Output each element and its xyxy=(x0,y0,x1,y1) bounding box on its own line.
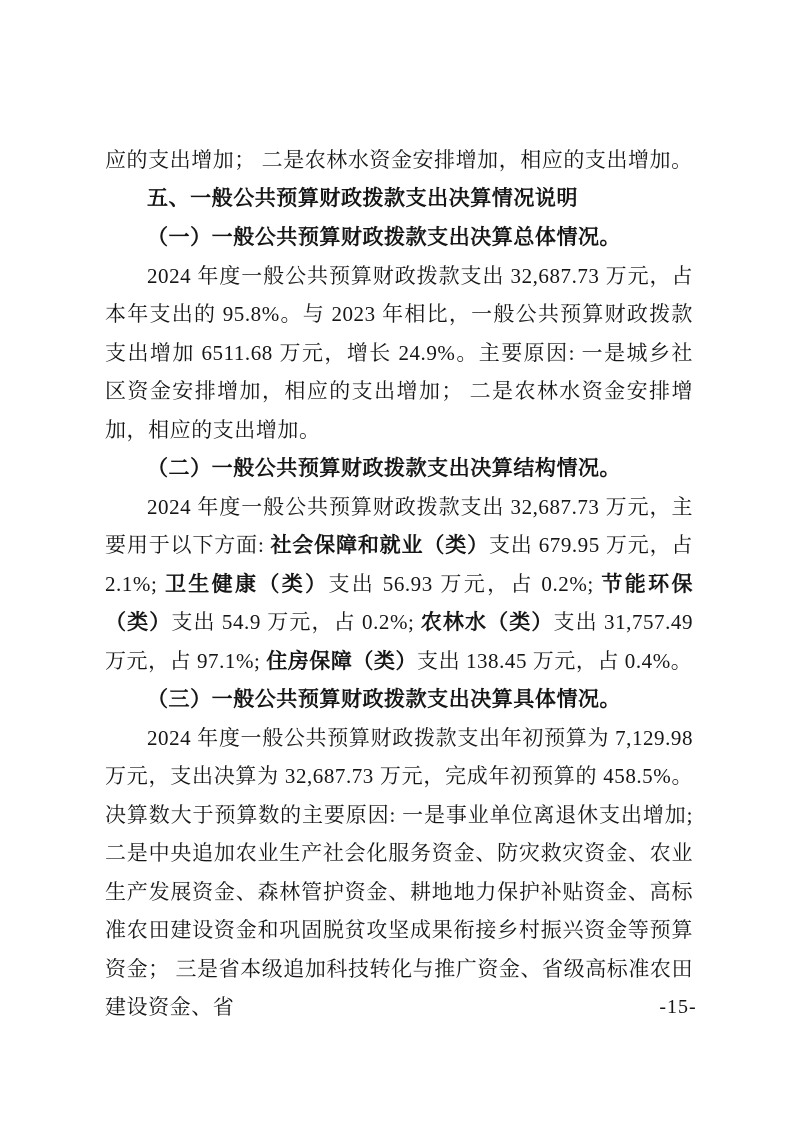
subsection-heading-detail: （三）一般公共预算财政拨款支出决算具体情况。 xyxy=(147,687,622,711)
category-energy-conservation: 节能环保（类） xyxy=(105,571,693,634)
paragraph-detail: 2024 年度一般公共预算财政拨款支出年初预算为 7,129.98 万元，支出决算为 32,687.73 万元，完成年初预算的 458.5%。决算数大于预算数的主要原因: 一是事业单位离退休支出增加; 二是中央追加农业生产社会化服务资金、防灾救灾资金、农业生产发展资金、森林管护资金、耕地地力保护补贴资金、高标准农田建设资金和巩固脱贫攻坚成果衔接乡村振兴资金等预算资金； 三是省本级追加科技转化与推广资金、省级高标准农田建设资金、省 xyxy=(105,725,693,1019)
structure-agriculture-value: 支出 31,757.49 万元，占 97.1%; xyxy=(105,610,693,673)
structure-housing-value: 支出 138.45 万元，占 0.4%。 xyxy=(417,648,693,673)
structure-intro: 2024 年度一般公共预算财政拨款支出 32,687.73 万元，主要用于以下方面: xyxy=(105,494,693,557)
category-social-security: 社会保障和就业（类） xyxy=(270,533,489,557)
section-heading: 五、一般公共预算财政拨款支出决算情况说明 xyxy=(147,186,578,210)
structure-health-value: 支出 56.93 万元，占 0.2%; xyxy=(328,571,602,596)
paragraph-structure xyxy=(105,488,693,681)
category-health: 卫生健康（类） xyxy=(164,571,329,596)
paragraph-continuation: 应的支出增加； 二是农林水资金安排增加，相应的支出增加。 xyxy=(105,148,693,172)
page-number: -15- xyxy=(659,996,697,1018)
subsection-heading-structure: （二）一般公共预算财政拨款支出决算结构情况。 xyxy=(147,456,622,480)
structure-social-security-value: 支出 679.95 万元，占 2.1%; xyxy=(105,533,693,596)
subsection-heading-overall: （一）一般公共预算财政拨款支出决算总体情况。 xyxy=(147,225,622,249)
category-agriculture-forestry-water: 农林水（类） xyxy=(420,610,554,634)
structure-energy-value: 支出 54.9 万元，占 0.2%; xyxy=(171,610,421,634)
page-content xyxy=(105,141,693,1027)
category-housing: 住房保障（类） xyxy=(266,648,418,673)
paragraph-overall: 2024 年度一般公共预算财政拨款支出 32,687.73 万元，占本年支出的 95.8%。与 2023 年相比，一般公共预算财政拨款支出增加 6511.68 万元，增长 24.9%。主要原因: 一是城乡社区资金安排增加，相应的支出增加； 二是农林水资金安排增加，相应的支出增加。 xyxy=(105,263,693,442)
